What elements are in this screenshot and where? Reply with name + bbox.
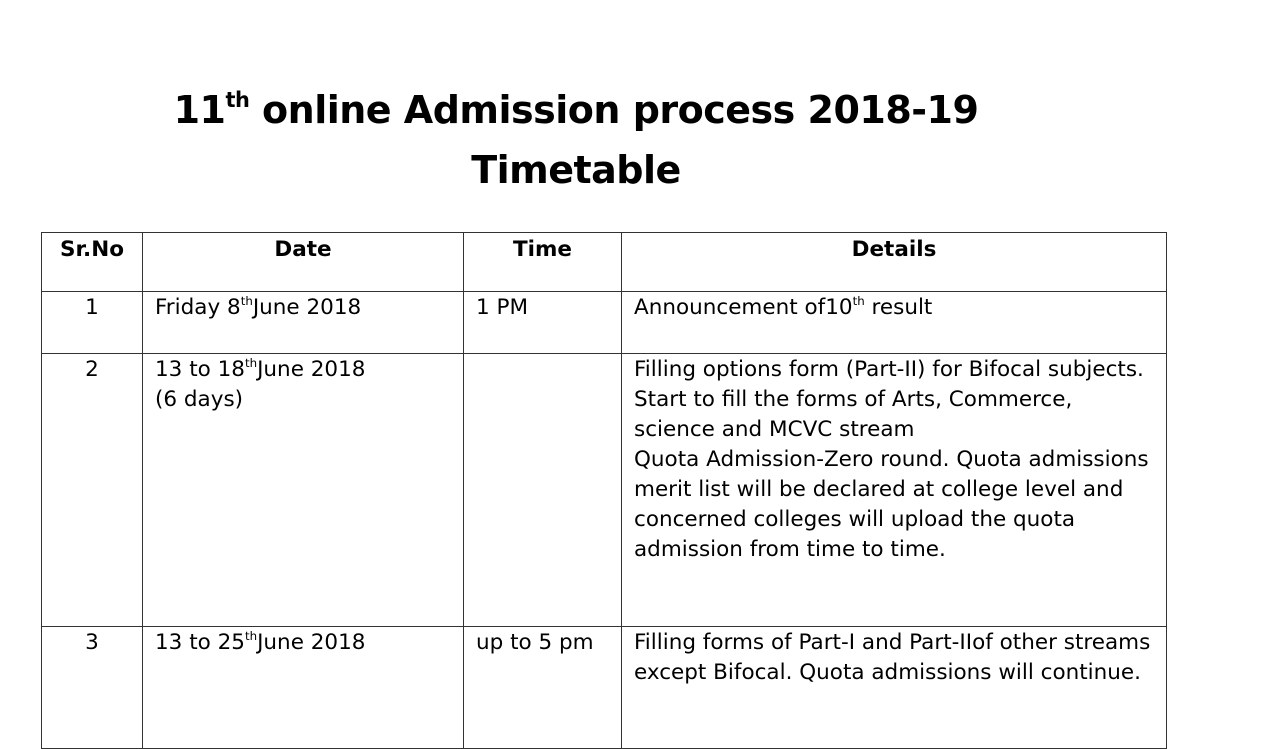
date-text: June 2018 — [257, 357, 366, 382]
date-text: Friday 8 — [155, 295, 241, 320]
date-sup: th — [244, 629, 258, 644]
cell-details — [622, 292, 1167, 354]
details-line: Quota Admission-Zero round. Quota admissions merit list will be declared at college level and concerned colleges will upload the quota admission from time to time. — [634, 447, 1149, 562]
document-subtitle: Timetable — [471, 148, 681, 192]
details-text: Announcement of10 — [634, 295, 853, 320]
cell-details — [622, 354, 1167, 627]
date-duration: (6 days) — [155, 387, 244, 412]
details-line: Start to fill the forms of Arts, Commerce, science and MCVC stream — [634, 387, 1073, 442]
table-header-row — [42, 233, 1167, 292]
details-text: result — [864, 295, 933, 320]
date-text: June 2018 — [257, 630, 366, 655]
title-number: 11 — [173, 88, 226, 132]
table-row — [42, 627, 1167, 749]
header-details: Details — [622, 233, 1167, 292]
cell-time — [464, 354, 622, 627]
header-sr-no: Sr.No — [42, 233, 143, 292]
title-text: online Admission process 2018-19 — [249, 88, 979, 132]
cell-details: Filling forms of Part-I and Part-IIof other streams except Bifocal. Quota admissions will continue. — [622, 627, 1167, 749]
cell-sr: 1 — [42, 292, 143, 354]
timetable — [41, 232, 1167, 749]
details-line: Filling options form (Part-II) for Bifocal subjects. — [634, 357, 1144, 382]
table-row — [42, 354, 1167, 627]
date-text: 13 to 25 — [155, 630, 245, 655]
header-date: Date — [143, 233, 464, 292]
table-row — [42, 292, 1167, 354]
cell-sr: 2 — [42, 354, 143, 627]
cell-sr: 3 — [42, 627, 143, 749]
date-sup: th — [240, 294, 253, 309]
date-sup: th — [244, 356, 258, 371]
cell-date — [143, 292, 464, 354]
header-time: Time — [464, 233, 622, 292]
cell-date — [143, 354, 464, 627]
cell-date — [143, 627, 464, 749]
cell-time: 1 PM — [464, 292, 622, 354]
date-text: June 2018 — [252, 295, 362, 320]
details-sup: th — [852, 294, 865, 309]
date-text: 13 to 18 — [155, 357, 245, 382]
title-superscript: th — [225, 88, 250, 113]
document-title — [0, 88, 1152, 132]
cell-time: up to 5 pm — [464, 627, 622, 749]
